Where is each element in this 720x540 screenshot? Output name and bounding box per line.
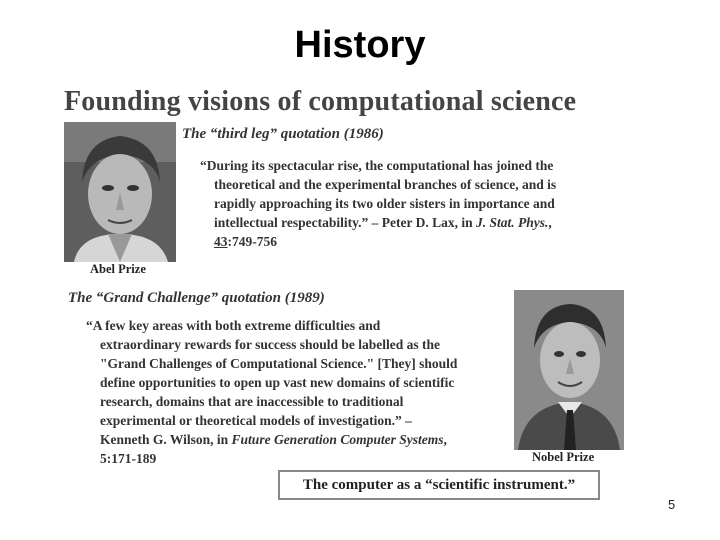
- wilson-quote-line-5: research, domains that are inaccessible to traditional: [100, 394, 404, 409]
- wilson-quote-line-4: define opportunities to open up vast new domains of scientific: [100, 375, 455, 390]
- lax-photo: [64, 122, 176, 262]
- slide-title: History: [294, 24, 426, 66]
- wilson-quote: [86, 316, 457, 468]
- wilson-quote-line-3: "Grand Challenges of Computational Science." [They] should: [100, 356, 458, 371]
- portrait-image: [514, 290, 624, 450]
- lax-pages: :749-756: [227, 234, 277, 249]
- wilson-quote-line-6: experimental or theoretical models of investigation.” –: [100, 413, 412, 428]
- wilson-quote-line-2: extraordinary rewards for success should be labelled as the: [100, 337, 440, 352]
- lax-citation: [200, 232, 556, 251]
- lax-quote: [200, 156, 556, 251]
- page-number: 5: [668, 497, 676, 512]
- lax-quote-line-3: rapidly approaching its two older sisters in importance and: [214, 196, 555, 211]
- summary-box: [278, 470, 600, 500]
- lax-subhead-italic: third leg: [217, 126, 270, 142]
- lax-volume: 43: [214, 234, 228, 249]
- lax-subhead-suffix: ” quotation (1986): [269, 126, 384, 142]
- lax-quote-line-4b: ,: [548, 215, 552, 230]
- lax-subhead: [182, 126, 384, 143]
- summary-text: The computer as a “scientific instrument.”: [302, 476, 576, 493]
- lax-quote-line-4a: intellectual respectability.” – Peter D. Lax, in: [214, 215, 476, 230]
- wilson-author-suffix: ,: [443, 432, 447, 447]
- wilson-subhead-suffix: ” quotation (1989): [210, 290, 325, 306]
- lax-quote-line-1: “During its spectacular rise, the computational has joined the: [200, 158, 554, 173]
- wilson-photo-caption: Nobel Prize: [532, 450, 595, 464]
- lax-quote-line-4: [200, 213, 556, 232]
- lax-photo-caption: Abel Prize: [90, 262, 146, 276]
- wilson-citation: 5:171-189: [100, 451, 157, 466]
- lax-journal: J. Stat. Phys.: [475, 215, 549, 230]
- wilson-quote-line-1: “A few key areas with both extreme difficulties and: [86, 318, 381, 333]
- wilson-author-prefix: Kenneth G. Wilson, in: [100, 432, 232, 447]
- lax-quote-line-2: theoretical and the experimental branches of science, and is: [214, 177, 557, 192]
- wilson-subhead: [68, 290, 325, 307]
- lax-subhead-prefix: The “: [182, 126, 218, 142]
- wilson-subhead-prefix: The “: [68, 290, 104, 306]
- wilson-subhead-italic: Grand Challenge: [103, 290, 211, 306]
- wilson-photo: [514, 290, 624, 450]
- wilson-author: [86, 430, 457, 449]
- section-heading: Founding visions of computational science: [64, 86, 577, 117]
- portrait-image: [64, 122, 176, 262]
- wilson-journal: Future Generation Computer Systems: [231, 432, 444, 447]
